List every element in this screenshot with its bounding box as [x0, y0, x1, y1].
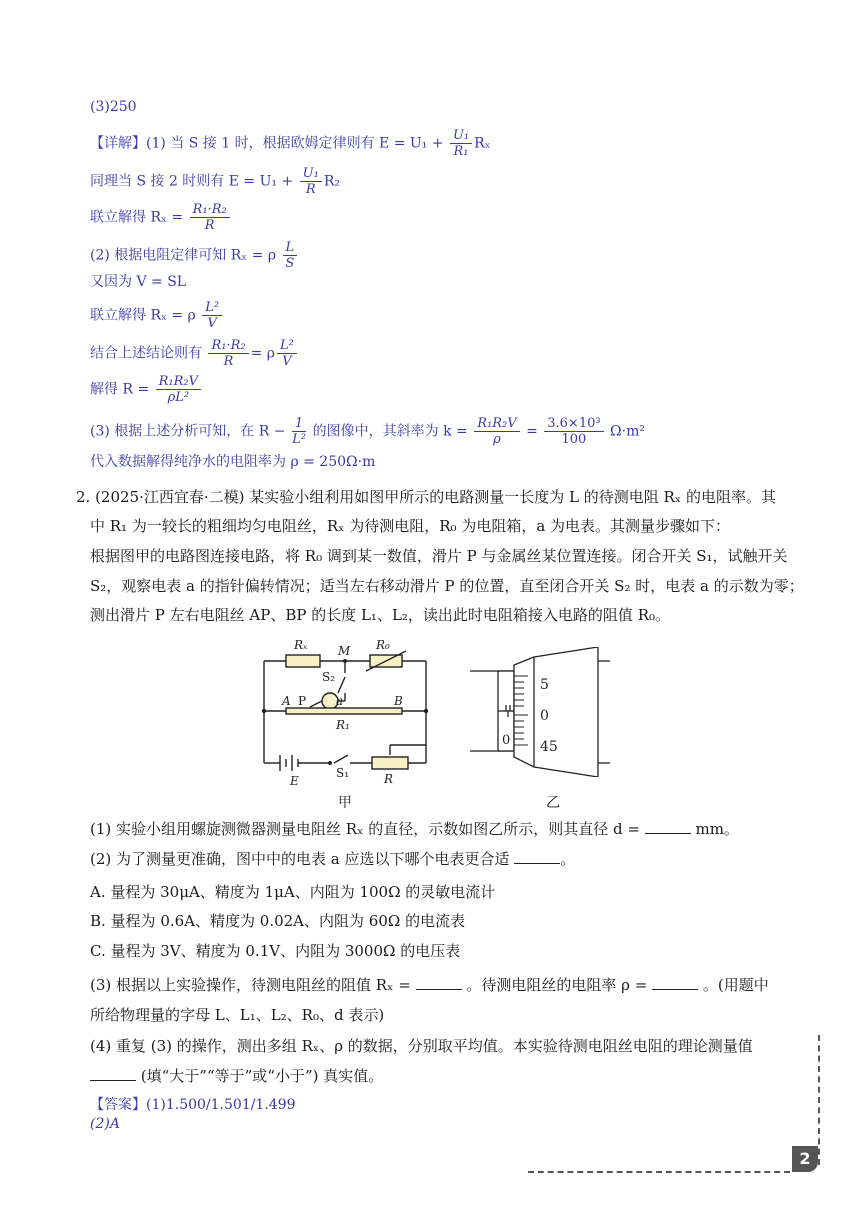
numerator: 1: [292, 416, 306, 432]
solution-line-7: [90, 338, 299, 369]
text: = ρ: [250, 345, 276, 362]
label-e: E: [290, 774, 299, 788]
answer-blank[interactable]: [514, 849, 560, 864]
question-stem-5: 测出滑片 P 左右电阻丝 AP、BP 的长度 L₁、L₂，读出此时电阻箱接入电路的阻值 R₀。: [90, 606, 671, 624]
figure-caption-jia: 甲: [338, 795, 352, 811]
fraction: [450, 128, 472, 159]
question-stem-1: 2. (2025·江西宜春·二模) 某实验小组利用如图甲所示的电路测量一长度为 L 的待测电阻 Rₓ 的电阻率。其: [76, 488, 776, 506]
denominator: V: [282, 354, 292, 369]
denominator: 100: [561, 432, 587, 447]
text: 联立解得 Rₓ =: [90, 209, 184, 226]
circuit-diagram: [250, 635, 440, 795]
text: (3) 根据以上实验操作，待测电阻丝的阻值 Rₓ =: [90, 976, 411, 994]
numerator: R₁R₂V: [474, 416, 519, 432]
main-scale-0: 0: [502, 733, 511, 748]
text: (2) 为了测量更准确，图中中的电表 a 应选以下哪个电表更合适: [90, 850, 510, 868]
label-s2: S₂: [322, 670, 336, 684]
text: 。: [560, 850, 576, 868]
answer-part3: (3)250: [90, 99, 137, 115]
text: (1) 实验小组用螺旋测微器测量电阻丝 Rₓ 的直径，示数如图乙所示，则其直径 d =: [90, 820, 640, 838]
subquestion-1: [90, 818, 739, 840]
denominator: R: [305, 182, 316, 197]
fraction: [277, 338, 297, 369]
solution-line-3: [90, 202, 232, 233]
numerator: L²: [202, 300, 222, 316]
figure-caption-yi: 乙: [546, 795, 560, 811]
label-r: R: [384, 772, 394, 786]
micrometer-figure: [470, 647, 610, 777]
tick-0: 0: [540, 708, 549, 724]
solution-line-10: 代入数据解得纯净水的电阻率为 ρ = 250Ω·m: [90, 454, 376, 470]
text: (1) 当 S 接 1 时，根据欧姆定律则有 E = U₁ +: [146, 135, 444, 152]
numerator: R₁R₂V: [156, 374, 201, 390]
subquestion-4-cont: [90, 1065, 383, 1087]
numerator: L²: [277, 338, 297, 354]
denominator: V: [207, 316, 217, 331]
answer-line-1: [90, 1094, 296, 1114]
text: 。待测电阻丝的电阻率 ρ =: [466, 976, 648, 994]
question-stem-3: 根据图甲的电路图连接电路，将 R₀ 调到某一数值，滑片 P 与金属丝某位置连接。闭合开关 S₁，试触开关: [90, 547, 788, 565]
fraction: [474, 416, 519, 447]
solution-line-1: [90, 128, 491, 159]
denominator: R: [204, 218, 215, 233]
denominator: R: [223, 354, 234, 369]
question-stem-2: 中 R₁ 为一较长的粗细均匀电阻丝，Rₓ 为待测电阻，R₀ 为电阻箱，a 为电表。其测量步骤如下：: [90, 517, 731, 535]
text: (填“大于”“等于”或“小于”) 真实值。: [140, 1067, 384, 1085]
option-c: C. 量程为 3V、精度为 0.1V、内阻为 3000Ω 的电压表: [90, 942, 461, 960]
label-r1: R₁: [336, 718, 350, 732]
text: 的图像中，其斜率为 k =: [312, 423, 468, 440]
denominator: ρL²: [167, 390, 190, 405]
option-b: B. 量程为 0.6A、精度为 0.02A、内阻为 60Ω 的电流表: [90, 912, 466, 930]
text: 同理当 S 接 2 时则有 E = U₁ +: [90, 173, 294, 190]
numerator: L: [283, 240, 298, 256]
option-a: A. 量程为 30μA、精度为 1μA、内阻为 100Ω 的灵敏电流计: [90, 883, 496, 901]
dashed-border-vertical: [818, 1035, 820, 1165]
text: 。(用题中: [702, 976, 769, 994]
fraction: [292, 416, 306, 447]
page-number: 2: [792, 1146, 818, 1172]
answer-blank[interactable]: [416, 975, 462, 990]
label-rx: Rₓ: [294, 638, 308, 652]
label-a-meter: a: [336, 694, 344, 708]
label-s1: S₁: [336, 766, 350, 780]
tick-45: 45: [540, 739, 558, 755]
label-a: A: [282, 694, 291, 708]
label-b: B: [394, 694, 403, 708]
text: 联立解得 Rₓ = ρ: [90, 307, 196, 324]
fraction: [202, 300, 222, 331]
answer-blank[interactable]: [90, 1066, 136, 1081]
text: 解得 R =: [90, 381, 150, 398]
answer-line-2: (2)A: [90, 1116, 120, 1132]
numerator: U₁: [300, 166, 322, 182]
fraction: [208, 338, 248, 369]
label-p: P: [298, 694, 307, 708]
denominator: R₁: [453, 144, 469, 159]
answer-blank[interactable]: [652, 975, 698, 990]
text: mm。: [695, 820, 739, 838]
fraction: [283, 240, 298, 271]
subquestion-2: [90, 848, 575, 870]
fraction: [156, 374, 201, 405]
denominator: S: [285, 256, 295, 271]
label-m: M: [338, 644, 351, 658]
answer-blank[interactable]: [645, 819, 691, 834]
numerator: R₁·R₂: [208, 338, 248, 354]
solution-line-9: [90, 416, 645, 447]
text: =: [526, 423, 538, 440]
text: (3) 根据上述分析可知，在 R −: [90, 423, 286, 440]
subquestion-4: (4) 重复 (3) 的操作，测出多组 Rₓ、ρ 的数据，分别取平均值。本实验待测电阻丝电阻的理论测量值: [90, 1037, 753, 1055]
denominator: ρ: [493, 432, 501, 447]
fraction: [300, 166, 322, 197]
fraction: [190, 202, 230, 233]
solution-line-6: [90, 300, 224, 331]
numerator: U₁: [450, 128, 472, 144]
numerator: R₁·R₂: [190, 202, 230, 218]
solution-line-8: [90, 374, 203, 405]
text: Ω·m²: [610, 423, 645, 440]
text: (1)1.500/1.501/1.499: [146, 1097, 296, 1113]
subquestion-3: [90, 974, 769, 996]
numerator: 3.6×10³: [544, 416, 603, 432]
question-stem-4: S₂，观察电表 a 的指针偏转情况；适当左右移动滑片 P 的位置，直至闭合开关 S₂ 时，电表 a 的示数为零；: [90, 577, 804, 595]
solution-line-5: 又因为 V = SL: [90, 274, 187, 290]
dashed-border-horizontal: [528, 1171, 790, 1173]
text: 结合上述结论则有: [90, 345, 202, 362]
fraction: [544, 416, 603, 447]
solution-line-2: [90, 166, 340, 197]
denominator: L²: [292, 432, 306, 447]
subquestion-3-cont: 所给物理量的字母 L、L₁、L₂、R₀、d 表示): [90, 1006, 385, 1024]
answer-tag: 【答案】: [90, 1097, 146, 1113]
text: Rₓ: [474, 135, 491, 152]
solution-line-4: [90, 240, 299, 271]
label-r0: R₀: [376, 638, 390, 652]
text: R₂: [323, 173, 340, 190]
detail-tag: 【详解】: [90, 135, 146, 152]
tick-5: 5: [540, 677, 549, 693]
text: (2) 根据电阻定律可知 Rₓ = ρ: [90, 247, 277, 264]
